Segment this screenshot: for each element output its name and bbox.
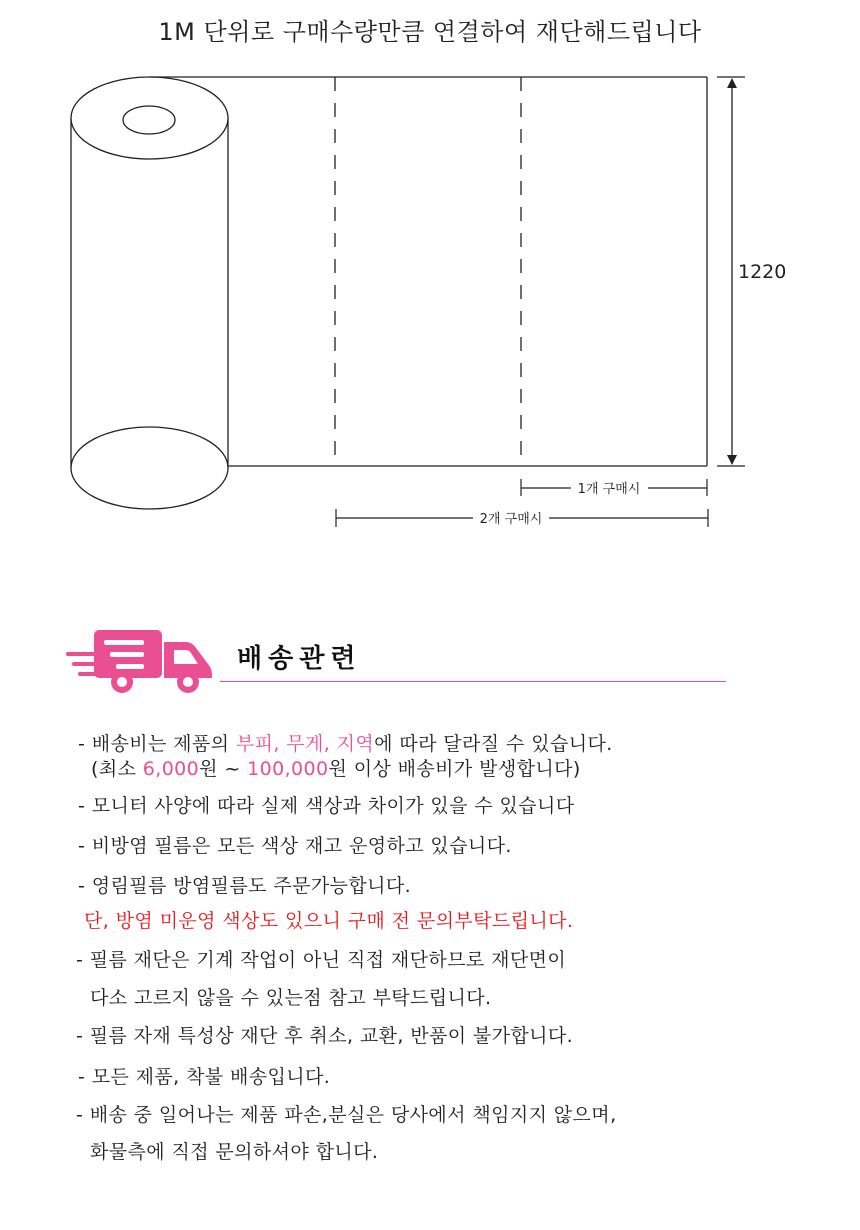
roll-bottom-ellipse xyxy=(71,427,228,509)
note-monitor: - 모니터 사양에 따라 실제 색상과 차이가 있을 수 있습니다 xyxy=(78,795,575,817)
headline: 1M 단위로 구매수량만큼 연결하여 재단해드립니다 xyxy=(158,18,702,46)
shipping-title: 배송관련 xyxy=(237,644,362,674)
note-highlight: 부피, 무게, 지역 xyxy=(235,733,375,755)
note-text: 에 따라 달라질 수 있습니다. xyxy=(374,733,613,755)
note-shipping-range xyxy=(91,754,581,781)
two-unit-label: 2개 구매시 xyxy=(479,512,543,527)
note-text: - 배송비는 제품의 xyxy=(78,733,236,755)
shipping-divider xyxy=(220,681,726,682)
truck-icon xyxy=(66,626,216,696)
note-text: 원 이상 배송비가 발생합니다) xyxy=(328,758,581,780)
note-max-fee: 100,000 xyxy=(247,758,329,780)
note-text: 원 ~ xyxy=(199,758,248,780)
film-roll-diagram xyxy=(0,0,860,540)
note-cutting-1: - 필름 재단은 기계 작업이 아닌 직접 재단하므로 재단면이 xyxy=(76,949,567,971)
note-shipping-fee xyxy=(78,729,613,756)
height-arrow-up xyxy=(727,78,737,88)
height-arrow-down xyxy=(727,455,737,465)
note-damage-2: 화물측에 직접 문의하셔야 합니다. xyxy=(90,1141,379,1163)
note-text: (최소 xyxy=(91,758,143,780)
height-label: 1220 xyxy=(738,261,787,283)
note-no-return: - 필름 자재 특성상 재단 후 취소, 교환, 반품이 불가합니다. xyxy=(76,1025,574,1047)
roll-top-ellipse xyxy=(71,77,228,159)
one-unit-label: 1개 구매시 xyxy=(577,482,641,497)
note-cutting-2: 다소 고르지 않을 수 있는점 참고 부탁드립니다. xyxy=(90,987,492,1009)
note-warning: 단, 방염 미운영 색상도 있으니 구매 전 문의부탁드립니다. xyxy=(84,910,574,932)
note-min-fee: 6,000 xyxy=(142,758,200,780)
note-damage-1: - 배송 중 일어나는 제품 파손,분실은 당사에서 책임지지 않으며, xyxy=(76,1104,617,1126)
note-fireproof: - 영림필름 방염필름도 주문가능합니다. xyxy=(78,875,412,897)
note-stock: - 비방염 필름은 모든 색상 재고 운영하고 있습니다. xyxy=(78,835,512,857)
note-cod: - 모든 제품, 착불 배송입니다. xyxy=(78,1066,331,1088)
